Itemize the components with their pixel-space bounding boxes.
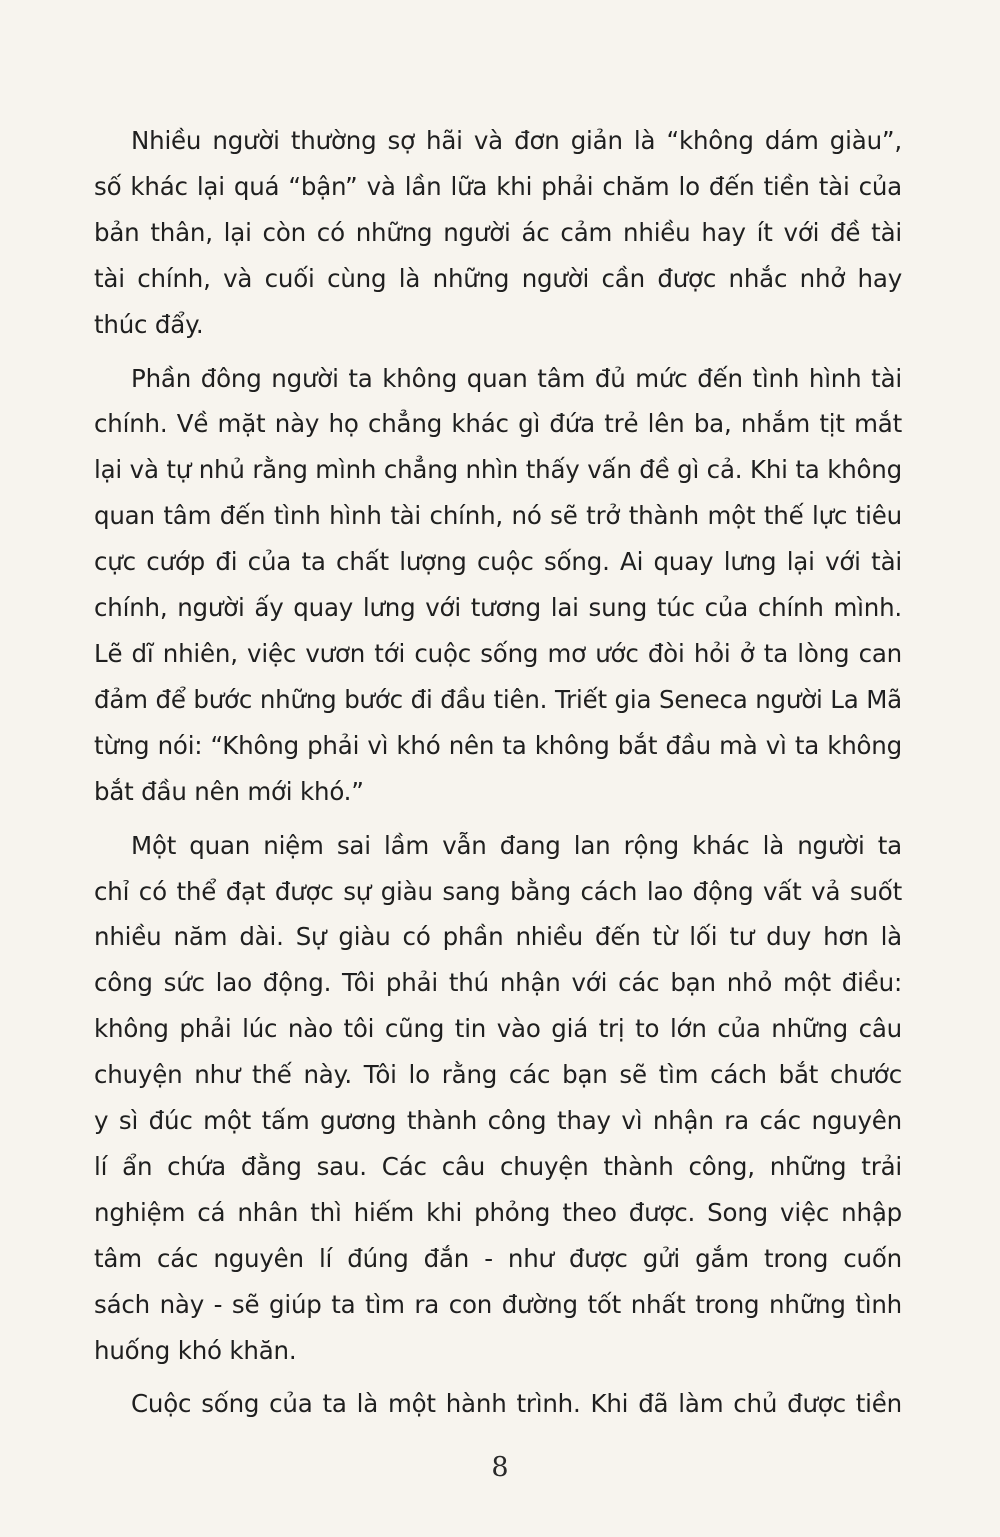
body-text xyxy=(94,118,902,1427)
text-line: lại và tự nhủ rằng mình chẳng nhìn thấy vấn đề gì cả. Khi ta không xyxy=(94,455,902,485)
text-line: sách này - sẽ giúp ta tìm ra con đường tốt nhất trong những tình xyxy=(94,1289,902,1319)
text-line: không phải lúc nào tôi cũng tin vào giá trị to lớn của những câu xyxy=(94,1014,902,1044)
text-line: bản thân, lại còn có những người ác cảm nhiều hay ít với đề tài xyxy=(94,217,902,247)
paragraph-4 xyxy=(94,1381,902,1427)
page-number: 8 xyxy=(491,1452,509,1483)
text-line: chính, người ấy quay lưng với tương lai sung túc của chính mình. xyxy=(94,593,902,623)
text-line: Cuộc sống của ta là một hành trình. Khi đã làm chủ được tiền xyxy=(131,1389,902,1419)
text-line: nghiệm cá nhân thì hiếm khi phỏng theo được. Song việc nhập xyxy=(94,1197,902,1227)
text-line: huống khó khăn. xyxy=(94,1335,297,1365)
text-line: Lẽ dĩ nhiên, việc vươn tới cuộc sống mơ ước đòi hỏi ở ta lòng can xyxy=(94,638,902,668)
text-line: quan tâm đến tình hình tài chính, nó sẽ trở thành một thế lực tiêu xyxy=(94,501,902,531)
text-line: tâm các nguyên lí đúng đắn - như được gửi gắm trong cuốn xyxy=(94,1243,902,1273)
text-line: từng nói: “Không phải vì khó nên ta không bắt đầu mà vì ta không xyxy=(94,730,902,760)
paragraph-1 xyxy=(94,118,902,348)
text-line: chỉ có thể đạt được sự giàu sang bằng cách lao động vất vả suốt xyxy=(94,876,902,906)
text-line: thúc đẩy. xyxy=(94,309,204,339)
text-line: chuyện như thế này. Tôi lo rằng các bạn sẽ tìm cách bắt chước xyxy=(94,1060,902,1090)
text-line: lí ẩn chứa đằng sau. Các câu chuyện thành công, những trải xyxy=(94,1151,902,1181)
text-line: số khác lại quá “bận” và lần lữa khi phải chăm lo đến tiền tài của xyxy=(94,171,902,201)
paragraph-2 xyxy=(94,356,902,815)
text-line: y sì đúc một tấm gương thành công thay vì nhận ra các nguyên xyxy=(94,1106,902,1136)
text-line: bắt đầu nên mới khó.” xyxy=(94,776,364,806)
paragraph-3 xyxy=(94,823,902,1374)
text-line: chính. Về mặt này họ chẳng khác gì đứa trẻ lên ba, nhắm tịt mắt xyxy=(94,409,902,439)
text-line: công sức lao động. Tôi phải thú nhận với các bạn nhỏ một điều: xyxy=(94,968,902,998)
text-line: đảm để bước những bước đi đầu tiên. Triết gia Seneca người La Mã xyxy=(94,684,902,714)
text-line: nhiều năm dài. Sự giàu có phần nhiều đến từ lối tư duy hơn là xyxy=(94,922,902,952)
text-line: tài chính, và cuối cùng là những người cần được nhắc nhở hay xyxy=(94,263,902,293)
text-line: cực cướp đi của ta chất lượng cuộc sống. Ai quay lưng lại với tài xyxy=(94,547,902,577)
text-line: Nhiều người thường sợ hãi và đơn giản là “không dám giàu”, xyxy=(131,126,902,155)
text-line: Phần đông người ta không quan tâm đủ mức đến tình hình tài xyxy=(131,363,902,393)
text-line: Một quan niệm sai lầm vẫn đang lan rộng khác là người ta xyxy=(131,830,902,860)
